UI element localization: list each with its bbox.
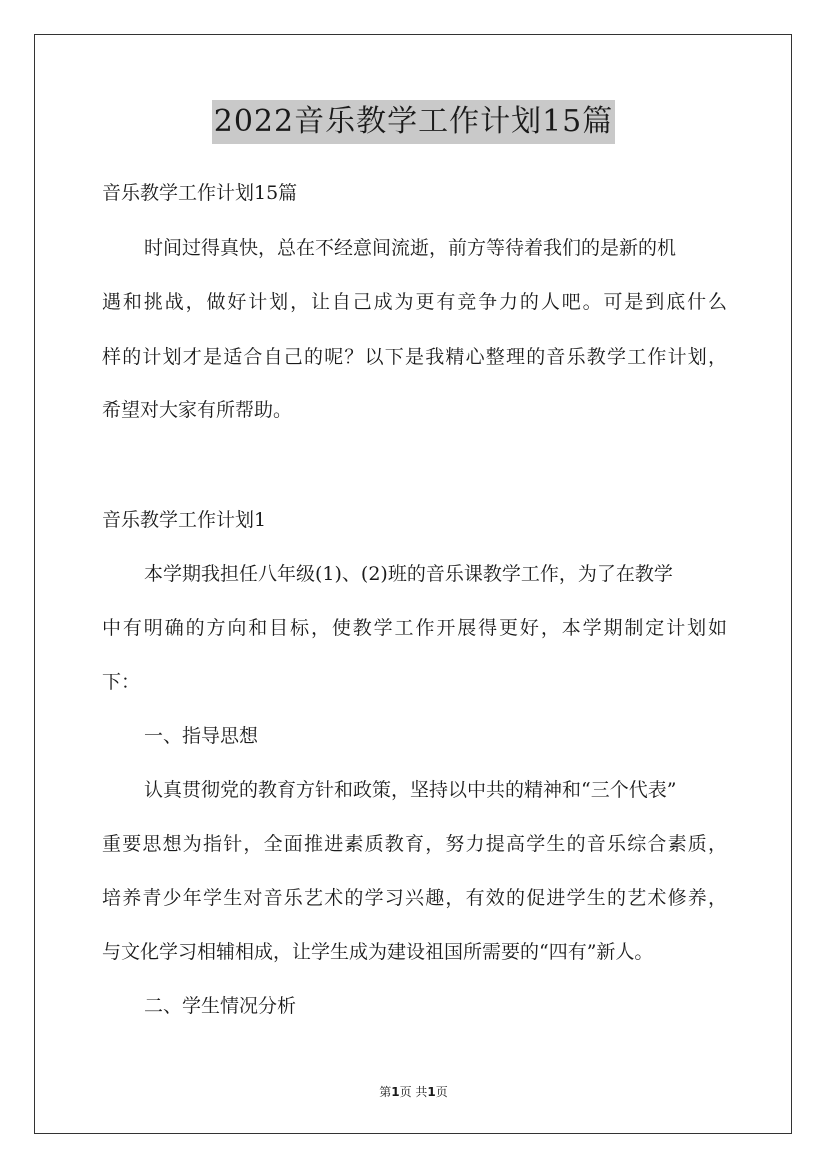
document-subtitle: 音乐教学工作计划15篇 — [102, 182, 298, 204]
footer-prefix: 第 — [379, 1085, 392, 1099]
subheading-guiding: 一、指导思想 — [144, 725, 259, 747]
guiding-line: 与文化学习相辅相成，让学生成为建设祖国所需要的“四有”新人。 — [102, 941, 654, 963]
footer-mid: 页 共 — [399, 1085, 428, 1099]
intro-line: 样的计划才是适合自己的呢？以下是我精心整理的音乐教学工作计划， — [102, 346, 727, 368]
guiding-line: 认真贯彻党的教育方针和政策，坚持以中共的精神和“三个代表” — [144, 779, 677, 801]
intro-line: 时间过得真快，总在不经意间流逝，前方等待着我们的是新的机 — [144, 237, 677, 259]
section1-line: 下： — [102, 671, 141, 693]
footer-suffix: 页 — [435, 1085, 448, 1099]
footer-total-pages: 1 — [427, 1085, 436, 1099]
page-footer — [0, 1083, 827, 1100]
section1-line: 本学期我担任八年级(1)、(2)班的音乐课教学工作，为了在教学 — [144, 563, 673, 585]
intro-line: 希望对大家有所帮助。 — [102, 399, 293, 421]
guiding-line: 重要思想为指针，全面推进素质教育，努力提高学生的音乐综合素质， — [102, 833, 727, 855]
section1-line: 中有明确的方向和目标，使教学工作开展得更好，本学期制定计划如 — [102, 617, 727, 639]
title-container — [0, 100, 827, 144]
guiding-line: 培养青少年学生对音乐艺术的学习兴趣，有效的促进学生的艺术修养， — [102, 887, 727, 909]
subheading-students: 二、学生情况分析 — [144, 995, 297, 1017]
document-title: 2022音乐教学工作计划15篇 — [212, 100, 616, 144]
intro-line: 遇和挑战，做好计划，让自己成为更有竞争力的人吧。可是到底什么 — [102, 291, 727, 313]
footer-page-number: 1 — [391, 1085, 400, 1099]
section-heading: 音乐教学工作计划1 — [102, 509, 267, 531]
